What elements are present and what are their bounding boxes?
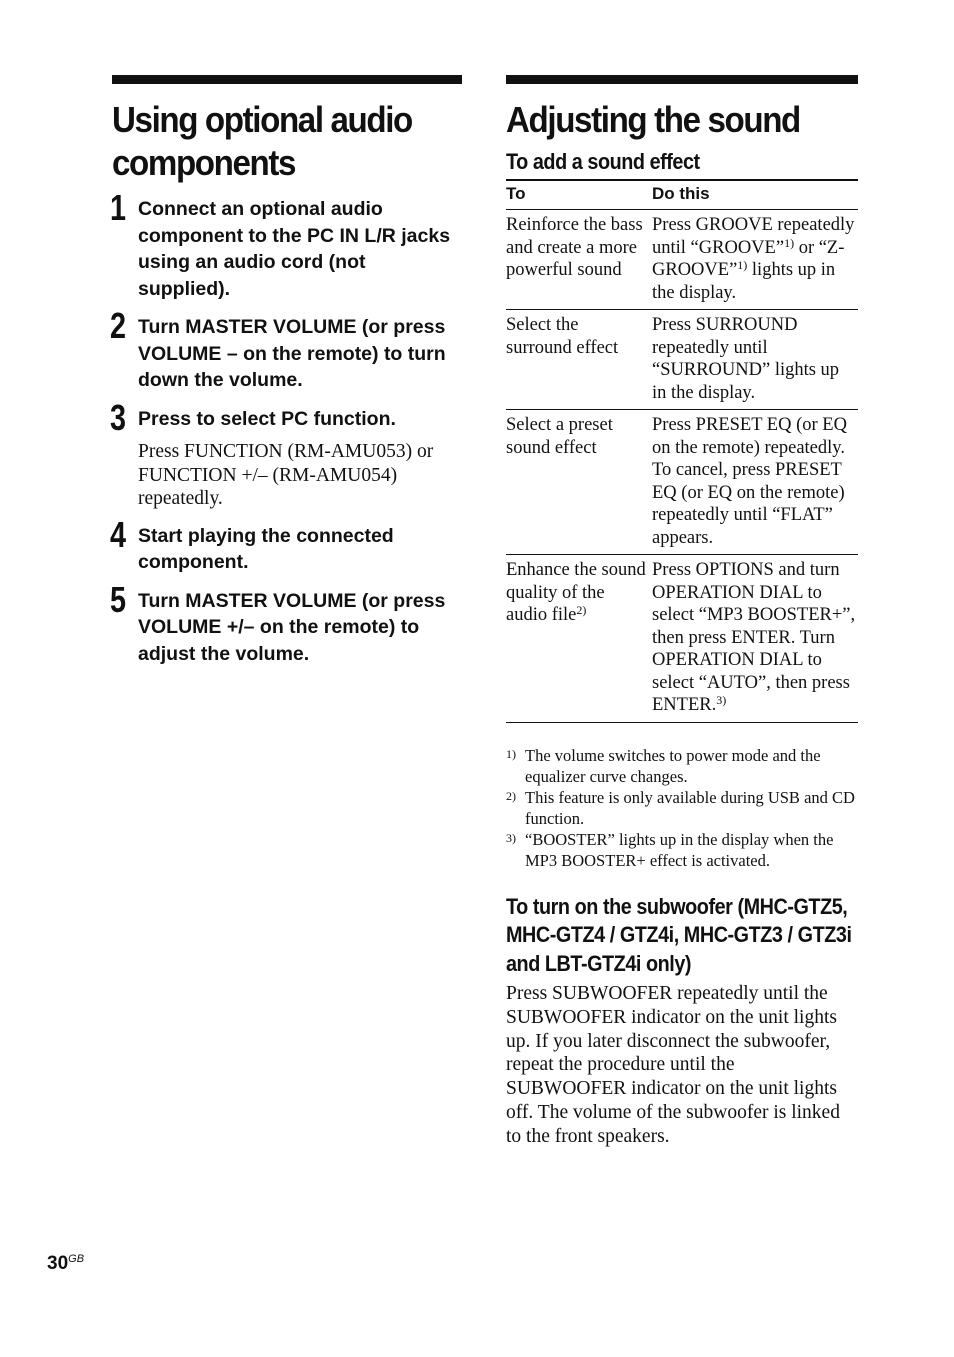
footnote: 2) This feature is only available during USB and CD function. xyxy=(506,787,855,828)
step-text: Press to select PC function. xyxy=(138,407,396,430)
step-text: Start playing the connected component. xyxy=(138,524,394,573)
footnote: 1) The volume switches to power mode and the equalizer curve changes. xyxy=(506,745,821,786)
table-cell-to: Reinforce the bass and create a more powerful sound xyxy=(506,210,652,310)
step-2 xyxy=(110,305,462,394)
footnotes xyxy=(506,745,858,871)
subwoofer-paragraph: Press SUBWOOFER repeatedly until the SUBWOOFER indicator on the unit lights up. If you later disconnect the subwoofer, repeat the procedure until the SUBWOOFER indicator on the unit lights off. The volume of the subwoofer is linked to the front speakers. xyxy=(506,983,840,1147)
right-column xyxy=(506,75,858,1149)
table-row xyxy=(506,210,858,310)
step-number: 1 xyxy=(110,187,127,228)
step-text: Connect an optional audio component to the PC IN L/R jacks using an audio cord (not supplied). xyxy=(138,198,451,300)
section-title: Adjusting the sound xyxy=(506,99,800,140)
step-5 xyxy=(110,578,462,668)
sound-effect-table xyxy=(506,179,858,723)
table-cell-do: Press OPTIONS and turn OPERATION DIAL to select “MP3 BOOSTER+”, then press ENTER. Turn OPERATION DIAL to select “AUTO”, then press ENTER.$^{3)}$ xyxy=(652,555,858,723)
table-cell-do: Press GROOVE repeatedly until “GROOVE”$^{1)}$ or “Z-GROOVE”$^{1)}$ lights up in the display. xyxy=(652,210,858,310)
table-cell-to: Select the surround effect xyxy=(506,310,652,410)
section-rule xyxy=(112,75,462,84)
table-row xyxy=(506,410,858,555)
step-4 xyxy=(110,513,462,576)
step-body: Press FUNCTION (RM-AMU053) or FUNCTION +/– (RM-AMU054) repeatedly. xyxy=(138,441,434,509)
table-row xyxy=(506,310,858,410)
table-cell-to: Enhance the sound quality of the audio file$^{2)}$ xyxy=(506,555,652,723)
table-heading: To add a sound effect xyxy=(506,149,700,174)
step-text: Turn MASTER VOLUME (or press VOLUME – on the remote) to turn down the volume. xyxy=(138,316,446,391)
table-row xyxy=(506,555,858,723)
left-column xyxy=(112,75,462,667)
table-header-row xyxy=(506,180,858,210)
step-number: 2 xyxy=(110,305,127,346)
page-number: $30^{GB}$ xyxy=(47,1253,85,1274)
table-cell-do: Press PRESET EQ (or EQ on the remote) repeatedly. To cancel, press PRESET EQ (or EQ on the remote) repeatedly until “FLAT” appears. xyxy=(652,410,858,555)
step-1 xyxy=(110,187,462,302)
step-text: Turn MASTER VOLUME (or press VOLUME +/– on the remote) to adjust the volume. xyxy=(138,589,446,665)
column-header-do-this: Do this xyxy=(652,180,858,210)
step-number: 3 xyxy=(110,396,127,438)
step-3 xyxy=(110,396,462,511)
step-number: 4 xyxy=(110,513,127,555)
section-title: Using optional audio components xyxy=(112,99,412,183)
section-rule xyxy=(506,75,858,84)
column-header-to: To xyxy=(506,180,652,210)
table-cell-to: Select a preset sound effect xyxy=(506,410,652,555)
footnote: 3) “BOOSTER” lights up in the display when the MP3 BOOSTER+ effect is activated. xyxy=(506,829,834,870)
step-number: 5 xyxy=(110,578,127,620)
subwoofer-heading: To turn on the subwoofer (MHC-GTZ5, MHC-GTZ4 / GTZ4i, MHC-GTZ3 / GTZ3i and LBT-GTZ4i only) xyxy=(506,893,852,976)
steps-list xyxy=(110,187,462,667)
table-cell-do: Press SURROUND repeatedly until “SURROUND” lights up in the display. xyxy=(652,310,858,410)
